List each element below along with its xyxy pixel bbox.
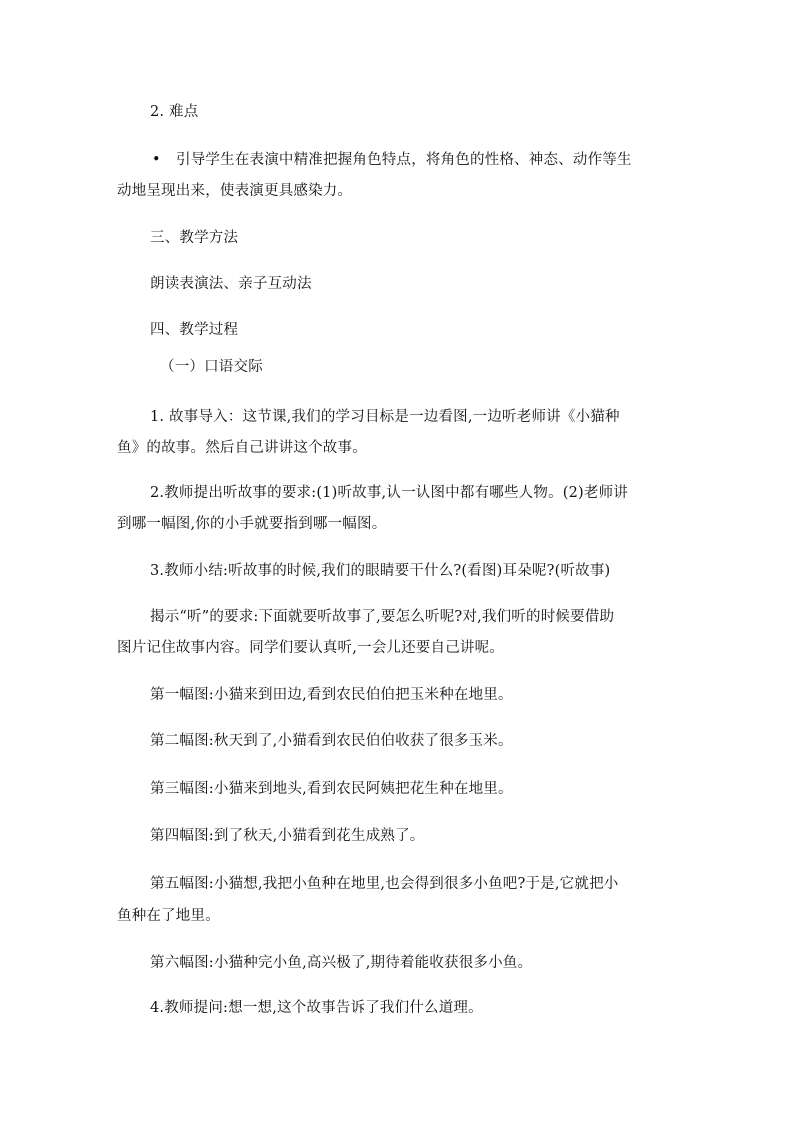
picture3-text: 第三幅图:小猫来到地头,看到农民阿姨把花生种在地里。 bbox=[150, 781, 513, 797]
reveal-line2: 图片记住故事内容。同学们要认真听,一会儿还要自己讲呢。 bbox=[117, 640, 505, 656]
picture4-text: 第四幅图:到了秋天,小猫看到花生成熟了。 bbox=[150, 828, 425, 844]
heading-difficulty: 2. 难点 bbox=[150, 104, 199, 120]
section3-body: 朗读表演法、亲子互动法 bbox=[150, 276, 312, 292]
item3-line1: 3.教师小结:听故事的时候,我们的眼睛要干什么?(看图)耳朵呢?(听故事) bbox=[150, 563, 611, 579]
bullet-difficulty-line2: 动地呈现出来，使表演更具感染力。 bbox=[117, 183, 353, 199]
item1-line1: 1. 故事导入：这节课,我们的学习目标是一边看图,一边听老师讲《小猫种 bbox=[150, 409, 620, 425]
reveal-line1: 揭示“听”的要求:下面就要听故事了,要怎么听呢?对,我们听的时候要借助 bbox=[150, 609, 615, 625]
picture2-text: 第二幅图:秋天到了,小猫看到农民伯伯收获了很多玉米。 bbox=[150, 733, 513, 749]
subsection1-title: （一）口语交际 bbox=[160, 359, 263, 375]
section3-title: 三、教学方法 bbox=[150, 230, 239, 246]
bullet-difficulty-line1: 引导学生在表演中精准把握角色特点，将角色的性格、神态、动作等生 bbox=[176, 152, 632, 168]
picture5-line1: 第五幅图:小猫想,我把小鱼种在地里,也会得到很多小鱼吧?于是,它就把小 bbox=[150, 876, 619, 892]
picture1-text: 第一幅图:小猫来到田边,看到农民伯伯把玉米种在地里。 bbox=[150, 687, 513, 703]
section4-title: 四、教学过程 bbox=[150, 322, 239, 338]
item2-line2: 到哪一幅图,你的小手就要指到哪一幅图。 bbox=[117, 516, 387, 532]
item1-line2: 鱼》的故事。然后自己讲讲这个故事。 bbox=[117, 440, 367, 456]
bullet-marker: • bbox=[152, 152, 161, 168]
picture5-line2: 鱼种在了地里。 bbox=[117, 908, 220, 924]
picture6-text: 第六幅图:小猫种完小鱼,高兴极了,期待着能收获很多小鱼。 bbox=[150, 955, 533, 971]
item2-line1: 2.教师提出听故事的要求:(1)听故事,认一认图中都有哪些人物。(2)老师讲 bbox=[150, 485, 629, 501]
item4-text: 4.教师提问:想一想,这个故事告诉了我们什么道理。 bbox=[150, 1000, 483, 1016]
